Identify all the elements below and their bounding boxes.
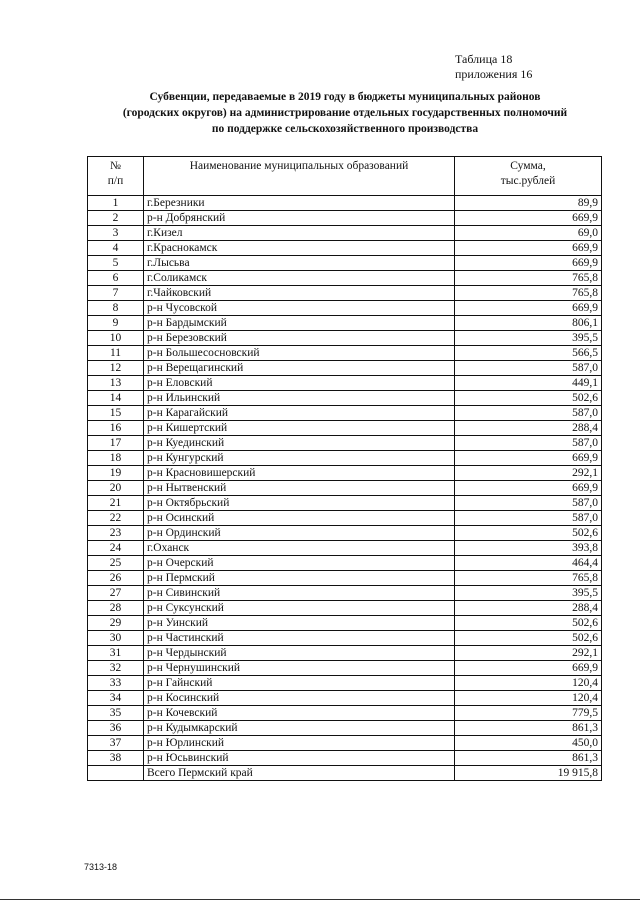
table-row [88, 706, 602, 721]
row-sum: 120,4 [455, 691, 602, 706]
row-municipality: р-н Куединский [144, 436, 455, 451]
row-number: 32 [88, 661, 144, 676]
row-municipality: г.Соликамск [144, 271, 455, 286]
row-sum: 669,9 [455, 661, 602, 676]
row-municipality: р-н Юсьвинский [144, 751, 455, 766]
table-row [88, 586, 602, 601]
row-sum: 502,6 [455, 391, 602, 406]
row-municipality: р-н Большесосновский [144, 346, 455, 361]
row-sum: 765,8 [455, 286, 602, 301]
row-sum: 587,0 [455, 406, 602, 421]
table-row [88, 451, 602, 466]
table-row [88, 601, 602, 616]
row-number: 4 [88, 241, 144, 256]
row-number: 17 [88, 436, 144, 451]
row-municipality: р-н Ильинский [144, 391, 455, 406]
row-sum: 669,9 [455, 301, 602, 316]
row-municipality: р-н Суксунский [144, 601, 455, 616]
row-sum: 449,1 [455, 376, 602, 391]
table-row [88, 406, 602, 421]
row-number: 35 [88, 706, 144, 721]
row-municipality: р-н Чусовской [144, 301, 455, 316]
header-number-symbol: № [110, 160, 121, 172]
row-sum: 765,8 [455, 271, 602, 286]
header-name: Наименование муниципальных образований [144, 157, 455, 196]
row-municipality: р-н Карагайский [144, 406, 455, 421]
row-sum: 395,5 [455, 586, 602, 601]
bottom-divider [0, 899, 640, 900]
row-number: 21 [88, 496, 144, 511]
table-row [88, 526, 602, 541]
row-sum: 502,6 [455, 616, 602, 631]
row-number: 3 [88, 226, 144, 241]
row-municipality: р-н Еловский [144, 376, 455, 391]
row-sum: 669,9 [455, 241, 602, 256]
row-municipality: р-н Бардымский [144, 316, 455, 331]
row-number: 33 [88, 676, 144, 691]
table-row [88, 616, 602, 631]
table-row [88, 541, 602, 556]
row-municipality: р-н Пермский [144, 571, 455, 586]
row-municipality: г.Лысьва [144, 256, 455, 271]
row-number: 22 [88, 511, 144, 526]
row-number: 7 [88, 286, 144, 301]
row-sum: 464,4 [455, 556, 602, 571]
row-municipality: р-н Очерский [144, 556, 455, 571]
row-municipality: р-н Кунгурский [144, 451, 455, 466]
table-row [88, 211, 602, 226]
row-sum: 502,6 [455, 631, 602, 646]
row-municipality: р-н Добрянский [144, 211, 455, 226]
row-number: 8 [88, 301, 144, 316]
row-municipality: г.Оханск [144, 541, 455, 556]
row-number: 13 [88, 376, 144, 391]
row-number: 1 [88, 196, 144, 211]
document-code: 7313-18 [84, 862, 118, 872]
row-number: 15 [88, 406, 144, 421]
row-number: 6 [88, 271, 144, 286]
row-municipality: р-н Верещагинский [144, 361, 455, 376]
row-sum: 806,1 [455, 316, 602, 331]
table-reference [455, 52, 532, 82]
row-number: 34 [88, 691, 144, 706]
row-number: 23 [88, 526, 144, 541]
table-row [88, 286, 602, 301]
row-municipality: р-н Чернушинский [144, 661, 455, 676]
row-sum: 779,5 [455, 706, 602, 721]
row-municipality: г.Краснокамск [144, 241, 455, 256]
subventions-table [87, 156, 602, 781]
row-number: 28 [88, 601, 144, 616]
table-row [88, 196, 602, 211]
table-row [88, 301, 602, 316]
table-number: Таблица 18 [455, 52, 513, 66]
row-sum: 861,3 [455, 721, 602, 736]
row-municipality: р-н Кудымкарский [144, 721, 455, 736]
title-line-1: Субвенции, передаваемые в 2019 году в бюджеты муниципальных районов [149, 91, 541, 103]
row-number: 31 [88, 646, 144, 661]
row-municipality: г.Чайковский [144, 286, 455, 301]
row-municipality: р-н Красновишерский [144, 466, 455, 481]
row-sum: 69,0 [455, 226, 602, 241]
header-sum [455, 157, 602, 196]
row-sum: 89,9 [455, 196, 602, 211]
row-number: 25 [88, 556, 144, 571]
row-sum: 288,4 [455, 601, 602, 616]
row-municipality: р-н Нытвенский [144, 481, 455, 496]
table-row [88, 241, 602, 256]
table-header-row [88, 157, 602, 196]
document-title [95, 89, 595, 137]
row-number: 37 [88, 736, 144, 751]
row-number: 5 [88, 256, 144, 271]
header-sum-unit: тыс.рублей [500, 175, 556, 187]
table-row [88, 676, 602, 691]
row-municipality: р-н Частинский [144, 631, 455, 646]
row-municipality: р-н Уинский [144, 616, 455, 631]
row-sum: 765,8 [455, 571, 602, 586]
row-sum: 669,9 [455, 451, 602, 466]
title-line-3: по поддержке сельскохозяйственного производства [211, 123, 479, 135]
row-municipality: р-н Кочевский [144, 706, 455, 721]
row-municipality: р-н Березовский [144, 331, 455, 346]
row-municipality: р-н Кишертский [144, 421, 455, 436]
row-sum: 288,4 [455, 421, 602, 436]
table-row [88, 736, 602, 751]
row-number: 11 [88, 346, 144, 361]
row-number: 10 [88, 331, 144, 346]
header-number-abbr: п/п [107, 175, 124, 187]
table-row [88, 271, 602, 286]
row-municipality: р-н Юрлинский [144, 736, 455, 751]
row-municipality: р-н Осинский [144, 511, 455, 526]
total-number-cell [88, 766, 144, 781]
row-municipality: р-н Сивинский [144, 586, 455, 601]
row-sum: 120,4 [455, 676, 602, 691]
table-row [88, 661, 602, 676]
row-sum: 587,0 [455, 436, 602, 451]
table-row [88, 646, 602, 661]
row-municipality: р-н Гайнский [144, 676, 455, 691]
table-row [88, 256, 602, 271]
row-municipality: р-н Чердынский [144, 646, 455, 661]
row-municipality: г.Березники [144, 196, 455, 211]
row-sum: 292,1 [455, 646, 602, 661]
row-number: 9 [88, 316, 144, 331]
row-municipality: р-н Октябрьский [144, 496, 455, 511]
row-number: 12 [88, 361, 144, 376]
row-number: 36 [88, 721, 144, 736]
table-row [88, 421, 602, 436]
row-number: 30 [88, 631, 144, 646]
total-sum: 19 915,8 [455, 766, 602, 781]
row-number: 26 [88, 571, 144, 586]
row-sum: 292,1 [455, 466, 602, 481]
row-sum: 393,8 [455, 541, 602, 556]
table-row [88, 691, 602, 706]
table-row [88, 331, 602, 346]
table-row [88, 631, 602, 646]
total-row [88, 766, 602, 781]
row-sum: 669,9 [455, 211, 602, 226]
table-row [88, 346, 602, 361]
row-sum: 669,9 [455, 256, 602, 271]
row-number: 38 [88, 751, 144, 766]
row-municipality: р-н Ординский [144, 526, 455, 541]
row-sum: 450,0 [455, 736, 602, 751]
header-sum-label: Сумма, [510, 160, 546, 172]
table-row [88, 721, 602, 736]
row-number: 14 [88, 391, 144, 406]
row-number: 18 [88, 451, 144, 466]
total-label: Всего Пермский край [144, 766, 455, 781]
table-row [88, 436, 602, 451]
header-number [88, 157, 144, 196]
row-municipality: г.Кизел [144, 226, 455, 241]
row-municipality: р-н Косинский [144, 691, 455, 706]
title-line-2: (городских округов) на администрирование отдельных государственных полномочий [122, 107, 568, 119]
row-number: 20 [88, 481, 144, 496]
row-sum: 587,0 [455, 361, 602, 376]
table-row [88, 751, 602, 766]
row-number: 27 [88, 586, 144, 601]
row-sum: 395,5 [455, 331, 602, 346]
table-row [88, 466, 602, 481]
row-sum: 669,9 [455, 481, 602, 496]
row-sum: 861,3 [455, 751, 602, 766]
table-row [88, 571, 602, 586]
table-row [88, 556, 602, 571]
table-row [88, 226, 602, 241]
table-row [88, 511, 602, 526]
row-number: 29 [88, 616, 144, 631]
row-number: 2 [88, 211, 144, 226]
row-sum: 587,0 [455, 496, 602, 511]
table-row [88, 376, 602, 391]
table-row [88, 316, 602, 331]
appendix-number: приложения 16 [455, 67, 533, 81]
row-number: 16 [88, 421, 144, 436]
row-sum: 566,5 [455, 346, 602, 361]
table-row [88, 361, 602, 376]
row-number: 19 [88, 466, 144, 481]
table-row [88, 481, 602, 496]
row-sum: 587,0 [455, 511, 602, 526]
row-number: 24 [88, 541, 144, 556]
row-sum: 502,6 [455, 526, 602, 541]
table-row [88, 391, 602, 406]
table-row [88, 496, 602, 511]
